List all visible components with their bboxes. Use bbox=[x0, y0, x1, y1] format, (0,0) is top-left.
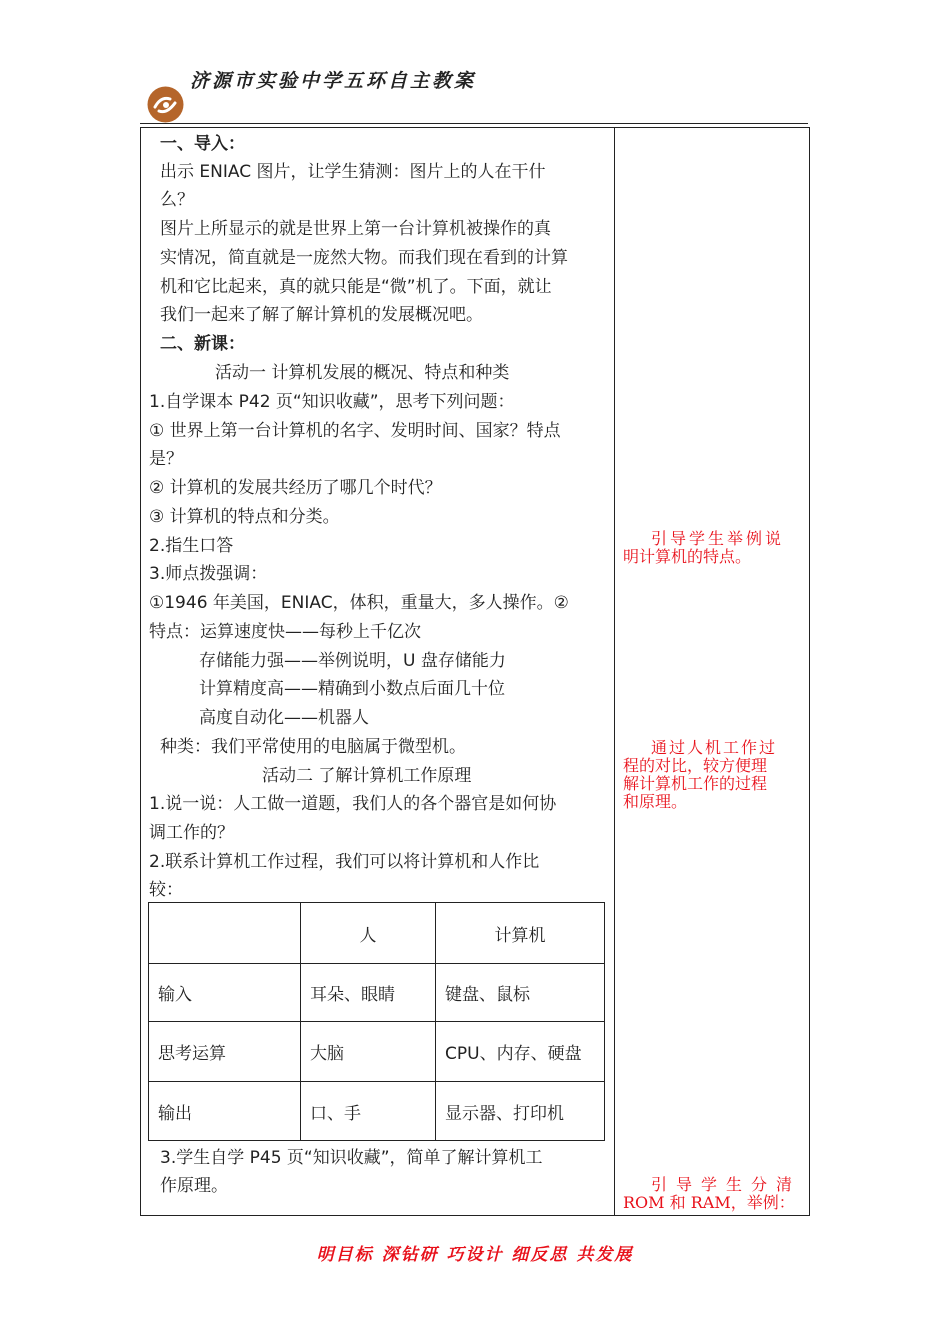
note-line: 引导学生分清 bbox=[651, 1175, 802, 1194]
activity1-question: ① 世界上第一台计算机的名字、发明时间、国家？特点 bbox=[149, 421, 561, 441]
table-cell: 显示器、打印机 bbox=[436, 1082, 605, 1141]
activity2-step: 作原理。 bbox=[160, 1176, 228, 1196]
table-cell: 输入 bbox=[149, 964, 301, 1022]
activity1-title: 活动一 计算机发展的概况、特点和种类 bbox=[215, 363, 510, 383]
table-cell: 耳朵、眼睛 bbox=[301, 964, 436, 1022]
table-header-cell: 计算机 bbox=[436, 903, 605, 964]
teaching-note bbox=[623, 739, 803, 811]
activity2-step: 调工作的？ bbox=[149, 823, 234, 843]
note-line: ROM 和 RAM，举例： bbox=[623, 1193, 795, 1212]
intro-text: 图片上所显示的就是世界上第一台计算机被操作的真 bbox=[160, 219, 551, 239]
activity1-question: ③ 计算机的特点和分类。 bbox=[149, 507, 340, 527]
intro-text: 机和它比起来，真的就只能是“微”机了。下面，就让 bbox=[160, 277, 552, 297]
school-title: 济源市实验中学五环自主教案 bbox=[190, 70, 477, 92]
intro-text: 么？ bbox=[160, 190, 194, 210]
activity2-step: 较： bbox=[149, 880, 183, 900]
table-row bbox=[149, 1022, 605, 1082]
activity1-step: 2.指生口答 bbox=[149, 536, 234, 556]
activity1-question: ② 计算机的发展共经历了哪几个时代？ bbox=[149, 478, 442, 498]
column-divider bbox=[614, 127, 615, 1216]
table-cell: 大脑 bbox=[301, 1022, 436, 1082]
table-header-row bbox=[149, 903, 605, 964]
activity2-title: 活动二 了解计算机工作原理 bbox=[262, 766, 472, 786]
activity1-step: 1.自学课本 P42 页“知识收藏”，思考下列问题： bbox=[149, 392, 515, 412]
section-intro-heading: 一、导入： bbox=[160, 134, 245, 154]
activity1-point: 存储能力强——举例说明，U 盘存储能力 bbox=[199, 651, 506, 671]
note-line: 明计算机的特点。 bbox=[623, 547, 752, 566]
footer-motto: 明目标 深钻研 巧设计 细反思 共发展 bbox=[316, 1245, 634, 1265]
school-logo bbox=[147, 86, 184, 123]
note-line: 通过人机工作过 bbox=[651, 738, 778, 757]
table-cell: 思考运算 bbox=[149, 1022, 301, 1082]
intro-text: 实情况，简直就是一庞然大物。而我们现在看到的计算 bbox=[160, 248, 568, 268]
note-line: 程的对比，较方便理 bbox=[623, 756, 768, 775]
note-line: 和原理。 bbox=[623, 792, 688, 811]
table-cell: 键盘、鼠标 bbox=[436, 964, 605, 1022]
activity1-point: 种类：我们平常使用的电脑属于微型机。 bbox=[160, 737, 466, 757]
table-header-cell: 人 bbox=[301, 903, 436, 964]
intro-text: 我们一起来了解了解计算机的发展概况吧。 bbox=[160, 305, 483, 325]
table-cell: CPU、内存、硬盘 bbox=[436, 1022, 605, 1082]
table-row bbox=[149, 964, 605, 1022]
intro-text: 出示 ENIAC 图片，让学生猜测：图片上的人在干什 bbox=[160, 162, 546, 182]
activity1-question: 是？ bbox=[149, 449, 183, 469]
activity2-step: 3.学生自学 P45 页“知识收藏”，简单了解计算机工 bbox=[160, 1148, 543, 1168]
table-header-cell bbox=[149, 903, 301, 964]
activity1-step: 3.师点拨强调： bbox=[149, 564, 268, 584]
teaching-note bbox=[623, 530, 803, 566]
table-row bbox=[149, 1082, 605, 1141]
header-rule bbox=[140, 123, 808, 124]
section-new-lesson-heading: 二、新课： bbox=[160, 334, 245, 354]
note-line: 引导学生举例说 bbox=[651, 529, 785, 548]
activity1-point: 计算精度高——精确到小数点后面几十位 bbox=[199, 679, 505, 699]
activity2-step: 2.联系计算机工作过程，我们可以将计算机和人作比 bbox=[149, 852, 540, 872]
activity1-point: 特点：运算速度快——每秒上千亿次 bbox=[149, 622, 421, 642]
table-cell: 口、手 bbox=[301, 1082, 436, 1141]
teaching-note bbox=[623, 1176, 803, 1212]
activity1-point: ①1946 年美国，ENIAC，体积，重量大，多人操作。② bbox=[149, 593, 569, 613]
activity2-step: 1.说一说：人工做一道题，我们人的各个器官是如何协 bbox=[149, 794, 557, 814]
table-cell: 输出 bbox=[149, 1082, 301, 1141]
note-line: 解计算机工作的过程 bbox=[623, 774, 768, 793]
activity1-point: 高度自动化——机器人 bbox=[199, 708, 369, 728]
human-computer-comparison-table bbox=[148, 902, 605, 1141]
